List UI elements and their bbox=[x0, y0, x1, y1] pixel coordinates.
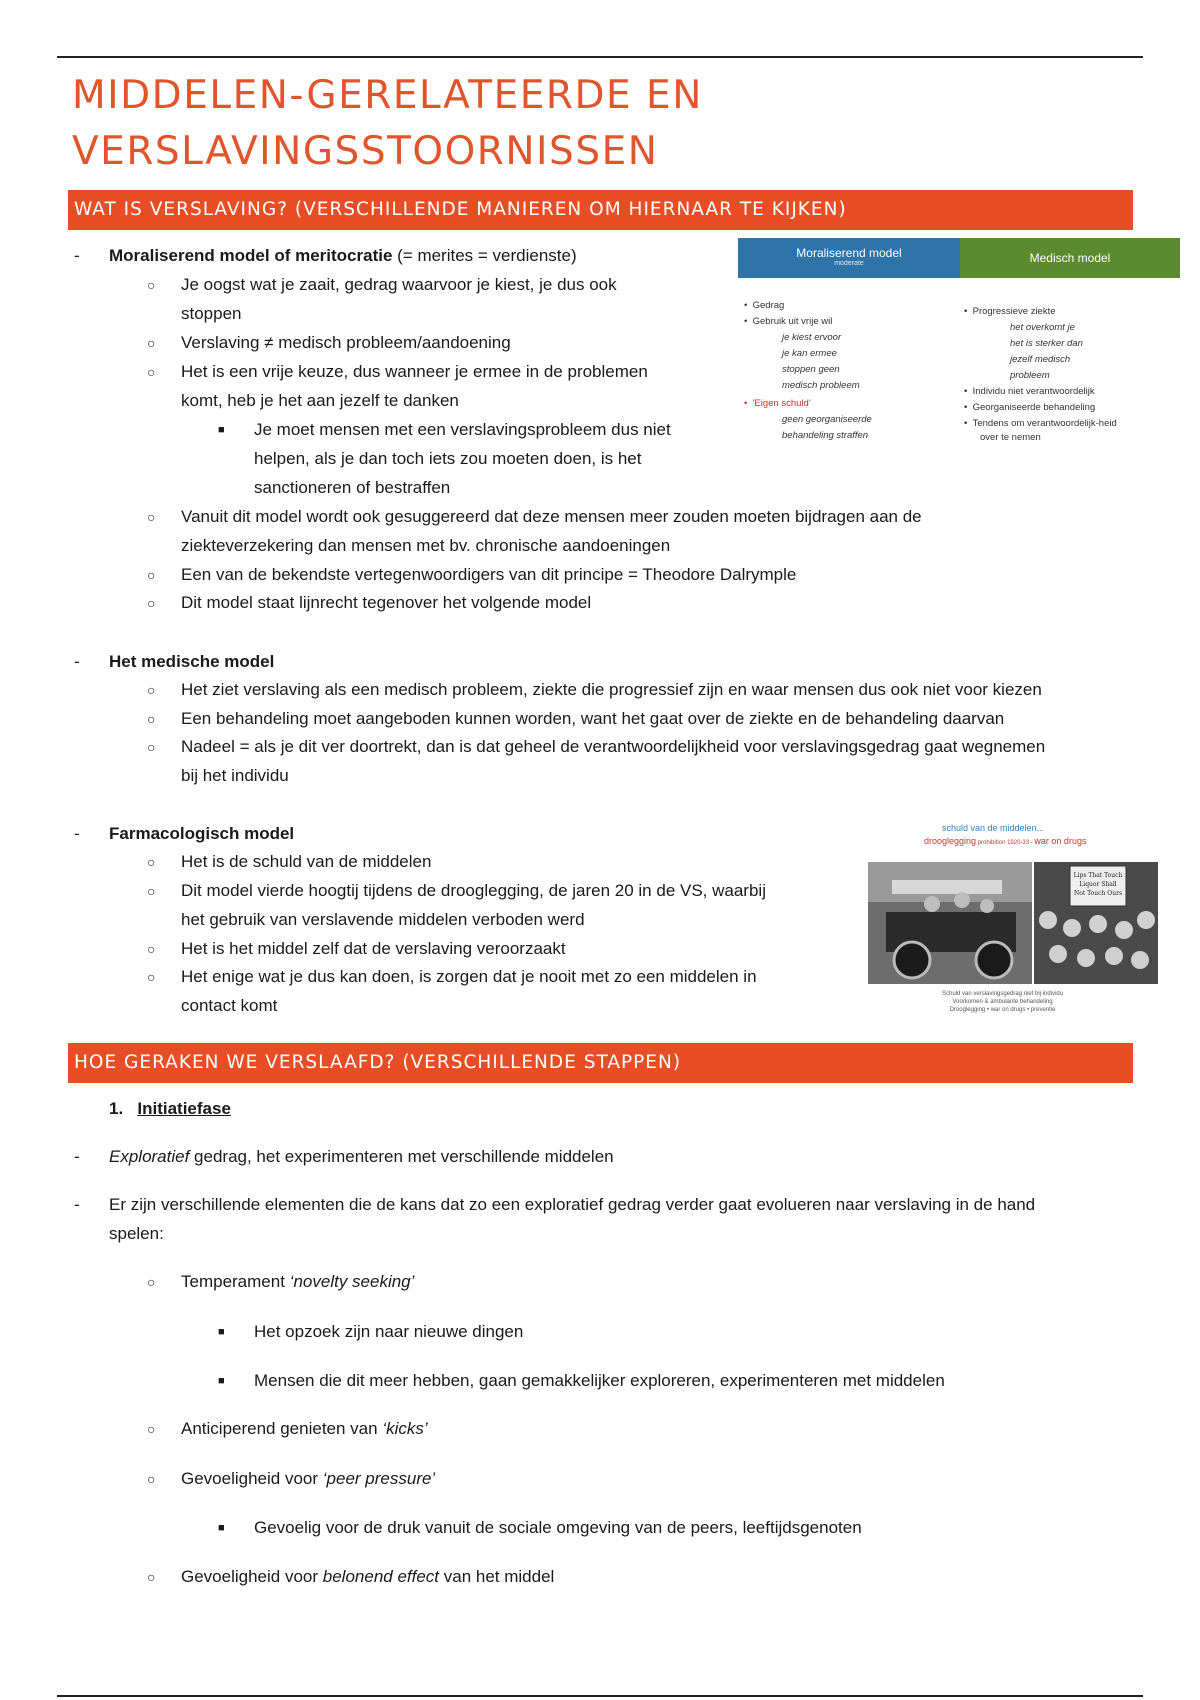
circle-bullet: ○ bbox=[147, 682, 156, 698]
square-bullet: ■ bbox=[218, 1326, 225, 1338]
pharma-point-4-cont: contact komt bbox=[181, 996, 278, 1015]
step-heading: 1. Initiatiefase bbox=[109, 1099, 231, 1118]
table-subitem: medisch probleem bbox=[782, 380, 860, 391]
circle-bullet: ○ bbox=[147, 364, 156, 380]
moral-point-6: Dit model staat lijnrecht tegenover het volgende model bbox=[181, 593, 592, 612]
circle-bullet: ○ bbox=[147, 711, 156, 727]
circle-bullet: ○ bbox=[147, 969, 156, 985]
page-title bbox=[72, 68, 703, 180]
moral-point-4: Vanuit dit model wordt ook gesuggereerd dat deze mensen meer zouden moeten bijdragen aan de bbox=[181, 507, 922, 526]
pharma-point-3: Het is het middel zelf dat de verslaving veroorzaakt bbox=[181, 939, 566, 958]
svg-text:Not Touch Ours: Not Touch Ours bbox=[1073, 890, 1123, 897]
medical-point-1: Het ziet verslaving als een medisch probleem, ziekte die progressief zijn en waar mensen dus ook niet voor kiezen bbox=[181, 680, 1042, 699]
prohibition-photo-figure bbox=[862, 820, 1162, 1020]
moral-subpoint-1-cont2: sanctioneren of bestraffen bbox=[254, 478, 451, 497]
moral-model-header: Moraliserend model moderate bbox=[738, 238, 960, 278]
moral-point-4-cont: ziekteverzekering dan mensen met bv. chronische aandoeningen bbox=[181, 536, 671, 555]
section-heading-what-is-addiction: WAT IS VERSLAVING? (VERSCHILLENDE MANIEREN OM HIERNAAR TE KIJKEN) bbox=[68, 190, 1133, 230]
bottom-rule bbox=[57, 1695, 1143, 1697]
circle-bullet: ○ bbox=[147, 854, 156, 870]
table-subitem: behandeling straffen bbox=[782, 430, 869, 441]
moral-point-1-cont: stoppen bbox=[181, 304, 242, 323]
peer-pressure-sub: Gevoelig voor de druk vanuit de sociale omgeving van de peers, leeftijdsgenoten bbox=[254, 1518, 862, 1537]
title-line-2: VERSLAVINGSSTOORNISSEN bbox=[72, 129, 659, 174]
medical-point-3: Nadeel = als je dit ver doortrekt, dan is dat geheel de verantwoordelijkheid voor verslavingsgedrag gaat wegnemen bbox=[181, 737, 1046, 756]
table-subitem: jezelf medisch bbox=[1010, 354, 1071, 365]
pharma-point-2: Dit model vierde hoogtij tijdens de drooglegging, de jaren 20 in de VS, waarbij bbox=[181, 881, 766, 900]
medical-point-2: Een behandeling moet aangeboden kunnen worden, want het gaat over de ziekte en de behandeling daarvan bbox=[181, 709, 1005, 728]
circle-bullet: ○ bbox=[147, 595, 156, 611]
top-rule bbox=[57, 56, 1143, 58]
circle-bullet: ○ bbox=[147, 1471, 156, 1487]
photo-caption-top: schuld van de middelen... bbox=[942, 823, 1045, 833]
section-heading-how-addicted: HOE GERAKEN WE VERSLAAFD? (VERSCHILLENDE STAPPEN) bbox=[68, 1043, 1133, 1083]
circle-bullet: ○ bbox=[147, 1274, 156, 1290]
table-item: • Tendens om verantwoordelijk-heid bbox=[964, 418, 1117, 429]
exploratory-behaviour: Exploratief gedrag, het experimenteren met verschillende middelen bbox=[109, 1147, 614, 1166]
table-subitem: probleem bbox=[1010, 370, 1050, 381]
peer-pressure-point: Gevoeligheid voor ‘peer pressure’ bbox=[181, 1469, 436, 1488]
table-subitem: het overkomt je bbox=[1010, 322, 1075, 333]
circle-bullet: ○ bbox=[147, 335, 156, 351]
table-subitem: je kan ermee bbox=[782, 348, 837, 359]
model-comparison-figure bbox=[738, 238, 1180, 448]
medical-point-3-cont: bij het individu bbox=[181, 766, 289, 785]
circle-bullet: ○ bbox=[147, 1569, 156, 1585]
photo-caption-bottom: Schuld van verslavingsgedrag niet bij individu Voorkomen & ambulante behandeling Drooglegging • war on drugs • preventie bbox=[942, 991, 1064, 1013]
table-subitem: je kiest ervoor bbox=[782, 332, 842, 343]
temperament-sub-2: Mensen die dit meer hebben, gaan gemakkelijker exploreren, experimenteren met middelen bbox=[254, 1371, 945, 1390]
circle-bullet: ○ bbox=[147, 883, 156, 899]
svg-text:Lips That Touch: Lips That Touch bbox=[1073, 872, 1123, 879]
moral-point-5: Een van de bekendste vertegenwoordigers van dit principe = Theodore Dalrymple bbox=[181, 565, 797, 584]
temperament-sub-1: Het opzoek zijn naar nieuwe dingen bbox=[254, 1322, 524, 1341]
moral-point-2: Verslaving ≠ medisch probleem/aandoening bbox=[181, 333, 511, 352]
square-bullet: ■ bbox=[218, 424, 225, 436]
dash-bullet: - bbox=[74, 1195, 80, 1214]
table-item-cont: over te nemen bbox=[980, 432, 1041, 443]
moral-point-1: Je oogst wat je zaait, gedrag waarvoor je kiest, je dus ook bbox=[181, 275, 617, 294]
moral-point-3-cont: komt, heb je het aan jezelf te danken bbox=[181, 391, 459, 410]
circle-bullet: ○ bbox=[147, 277, 156, 293]
table-subitem: geen georganiseerde bbox=[782, 414, 872, 425]
photo-caption-second: drooglegging prohibition 1920-33 - war on drugs bbox=[924, 836, 1087, 846]
table-item: • Gedrag bbox=[744, 300, 785, 311]
dash-bullet: - bbox=[74, 824, 80, 843]
dash-bullet: - bbox=[74, 1147, 80, 1166]
pharma-point-1: Het is de schuld van de middelen bbox=[181, 852, 432, 871]
table-item: • Gebruik uit vrije wil bbox=[744, 316, 833, 327]
medical-model-heading: Het medische model bbox=[109, 652, 275, 671]
moral-subpoint-1: Je moet mensen met een verslavingsprobleem dus niet bbox=[254, 420, 671, 439]
table-subitem: stoppen geen bbox=[782, 364, 840, 375]
table-item: • Progressieve ziekte bbox=[964, 306, 1056, 317]
pharma-point-2-cont: het gebruik van verslavende middelen verboden werd bbox=[181, 910, 585, 929]
moral-model-heading: Moraliserend model of meritocratie (= merites = verdienste) bbox=[109, 246, 577, 265]
reward-effect-point: Gevoeligheid voor belonend effect van het middel bbox=[181, 1567, 555, 1586]
square-bullet: ■ bbox=[218, 1522, 225, 1534]
kicks-point: Anticiperend genieten van ‘kicks’ bbox=[181, 1419, 428, 1438]
pharma-model-heading: Farmacologisch model bbox=[109, 824, 295, 843]
circle-bullet: ○ bbox=[147, 941, 156, 957]
elements-intro: Er zijn verschillende elementen die de kans dat zo een exploratief gedrag verder gaat evolueren naar verslaving in de hand bbox=[109, 1195, 1036, 1214]
temperament-point: Temperament ‘novelty seeking’ bbox=[181, 1272, 415, 1291]
dash-bullet: - bbox=[74, 652, 80, 671]
circle-bullet: ○ bbox=[147, 567, 156, 583]
dash-bullet: - bbox=[74, 246, 80, 265]
medical-model-header: Medisch model bbox=[960, 238, 1180, 278]
elements-intro-cont: spelen: bbox=[109, 1224, 164, 1243]
circle-bullet: ○ bbox=[147, 1421, 156, 1437]
pharma-point-4: Het enige wat je dus kan doen, is zorgen dat je nooit met zo een middelen in bbox=[181, 967, 757, 986]
title-line-1: MIDDELEN-GERELATEERDE EN bbox=[72, 73, 703, 118]
circle-bullet: ○ bbox=[147, 509, 156, 525]
moral-subpoint-1-cont: helpen, als je dan toch iets zou moeten doen, is het bbox=[254, 449, 642, 468]
moral-point-3: Het is een vrije keuze, dus wanneer je ermee in de problemen bbox=[181, 362, 648, 381]
table-subitem: het is sterker dan bbox=[1010, 338, 1083, 349]
table-item: • Georganiseerde behandeling bbox=[964, 402, 1096, 413]
table-item-red: • 'Eigen schuld' bbox=[744, 398, 811, 409]
square-bullet: ■ bbox=[218, 1375, 225, 1387]
svg-text:Liquor Shall: Liquor Shall bbox=[1079, 881, 1117, 888]
table-item: • Individu niet verantwoordelijk bbox=[964, 386, 1095, 397]
circle-bullet: ○ bbox=[147, 739, 156, 755]
